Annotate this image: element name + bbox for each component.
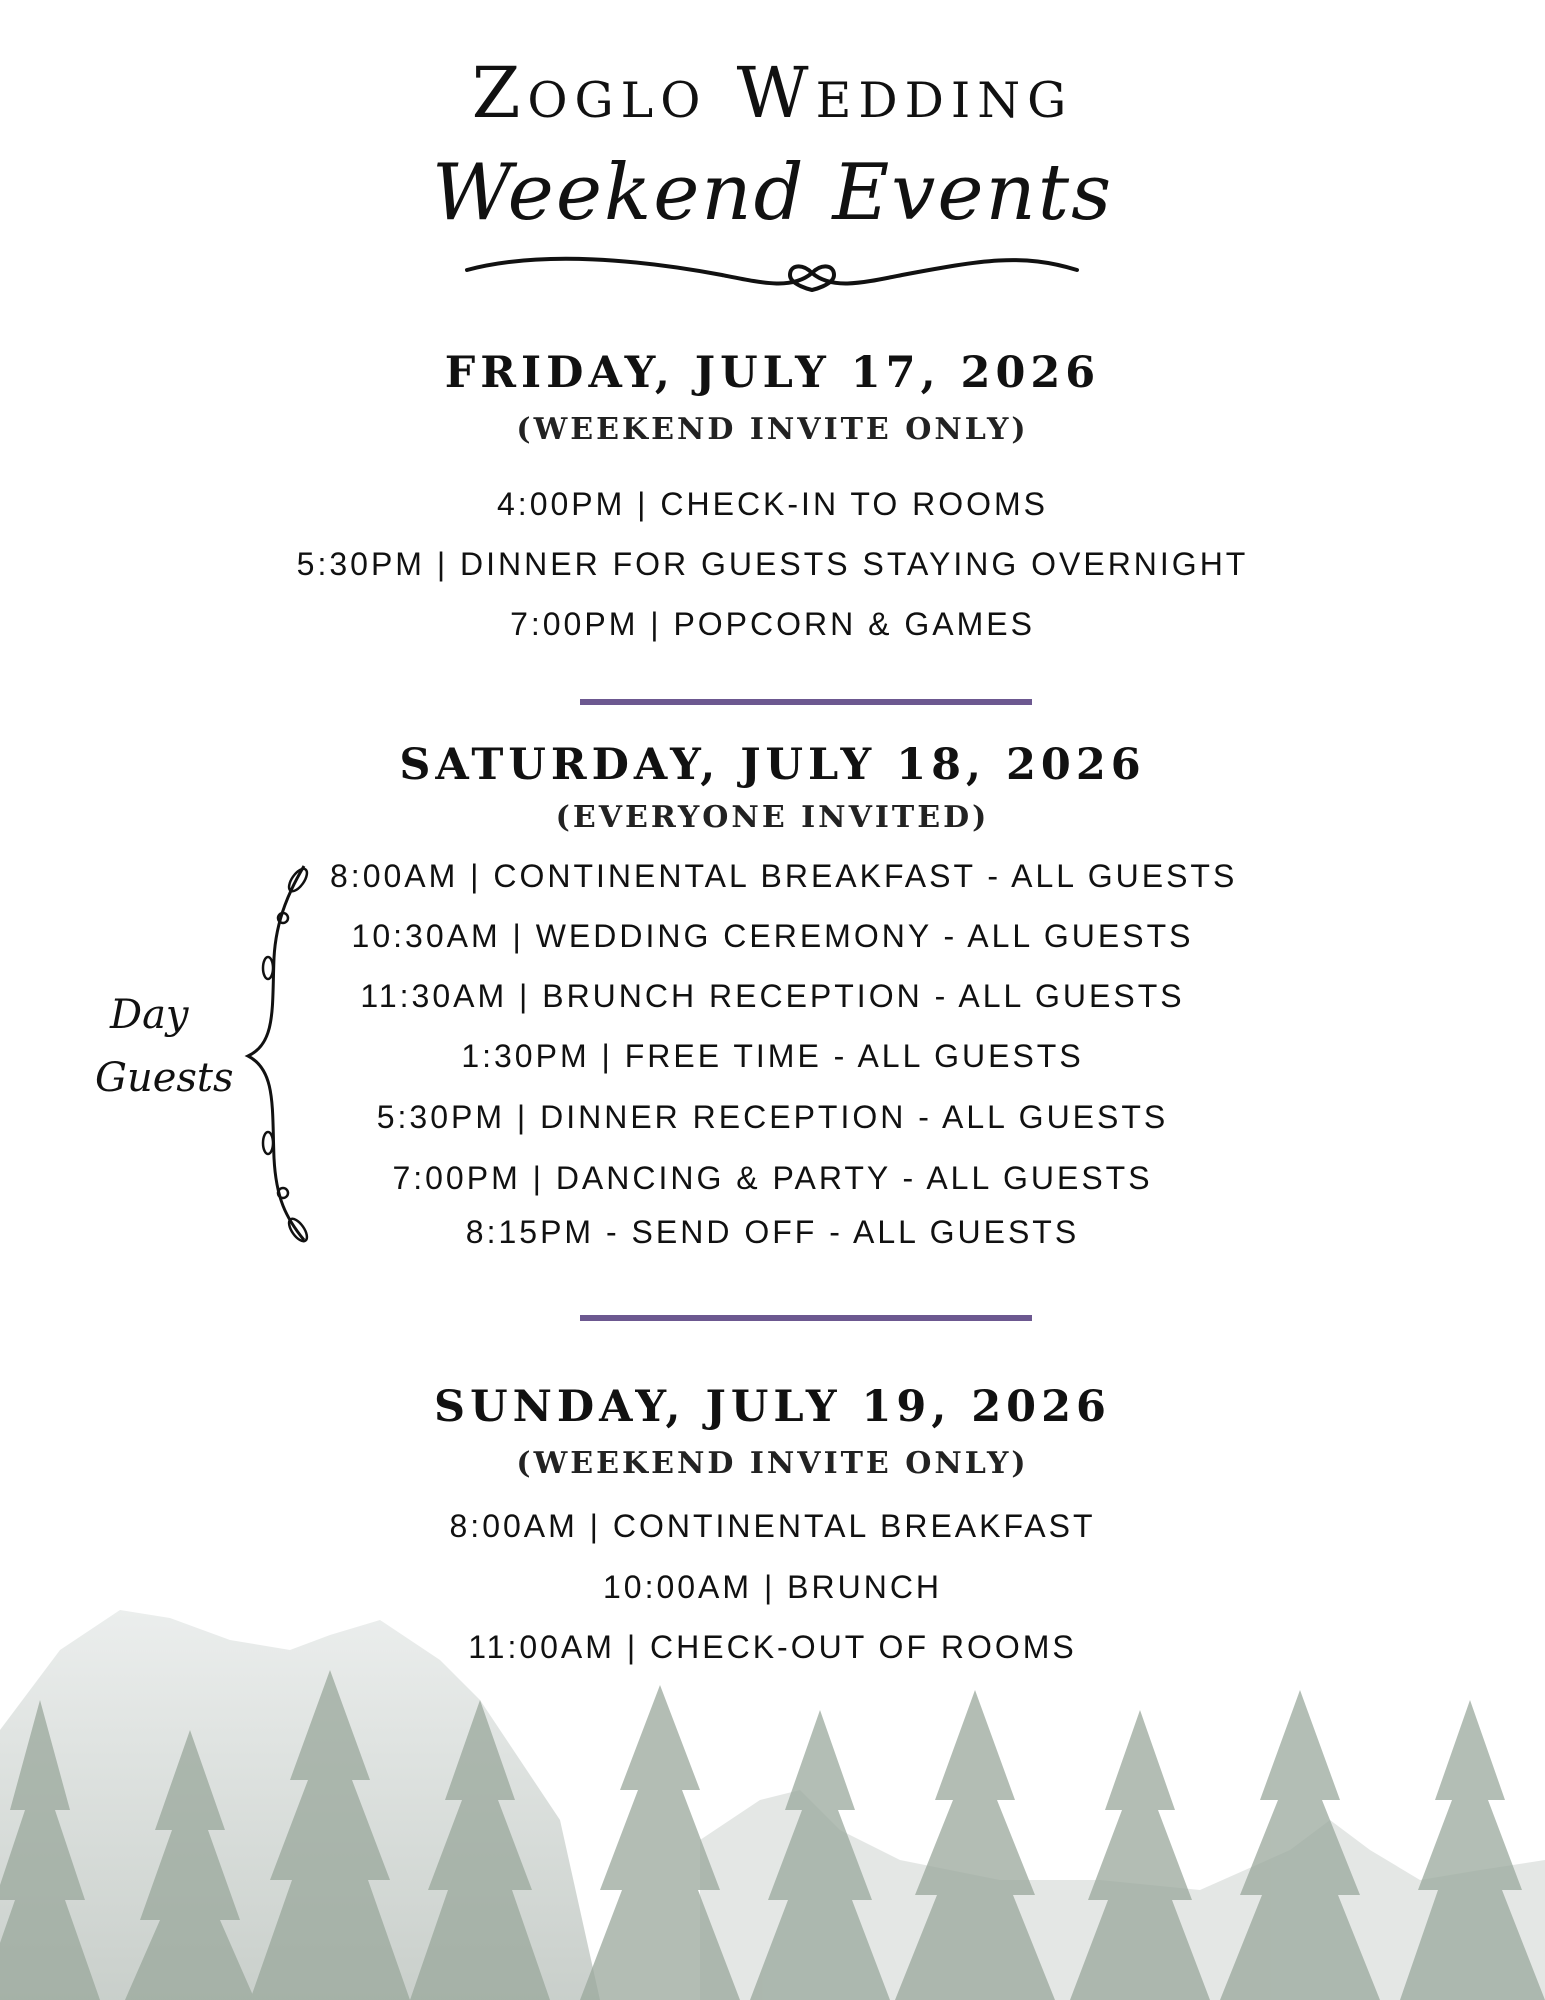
sunday-item: 10:00AM | BRUNCH	[602, 1569, 943, 1605]
saturday-item: 10:30AM | WEDDING CEREMONY - ALL GUESTS	[351, 918, 1194, 954]
section-divider	[580, 699, 1032, 705]
sunday-note: (WEEKEND INVITE ONLY)	[516, 1446, 1029, 1481]
friday-note: (WEEKEND INVITE ONLY)	[516, 412, 1029, 447]
friday-item: 4:00PM | CHECK-IN TO ROOMS	[497, 486, 1048, 522]
friday-heading: FRIDAY, JULY 17, 2026	[444, 348, 1101, 398]
vine-bracket-icon	[236, 858, 316, 1248]
heart-flourish-icon	[462, 245, 1082, 305]
saturday-item: 11:30AM | BRUNCH RECEPTION - ALL GUESTS	[360, 978, 1185, 1014]
day-guests-label-line1: Day	[110, 992, 189, 1038]
saturday-heading: SATURDAY, JULY 18, 2026	[399, 740, 1146, 790]
saturday-item: 1:30PM | FREE TIME - ALL GUESTS	[461, 1038, 1084, 1074]
page-subtitle: Weekend Events	[431, 148, 1114, 238]
saturday-item: 8:15PM - SEND OFF - ALL GUESTS	[465, 1214, 1080, 1250]
saturday-item: 8:00AM | CONTINENTAL BREAKFAST - ALL GUESTS	[330, 858, 1238, 894]
saturday-item: 5:30PM | DINNER RECEPTION - ALL GUESTS	[376, 1099, 1169, 1135]
friday-item: 5:30PM | DINNER FOR GUESTS STAYING OVERNIGHT	[296, 546, 1249, 582]
sunday-item: 11:00AM | CHECK-OUT OF ROOMS	[468, 1629, 1077, 1665]
saturday-item: 7:00PM | DANCING & PARTY - ALL GUESTS	[392, 1160, 1153, 1196]
sunday-heading: SUNDAY, JULY 19, 2026	[434, 1382, 1111, 1432]
saturday-note: (EVERYONE INVITED)	[555, 800, 990, 835]
day-guests-label-line2: Guests	[95, 1055, 234, 1101]
section-divider	[580, 1315, 1032, 1321]
friday-item: 7:00PM | POPCORN & GAMES	[510, 606, 1035, 642]
sunday-item: 8:00AM | CONTINENTAL BREAKFAST	[449, 1508, 1096, 1544]
page-title: Zoglo Wedding	[471, 52, 1074, 134]
